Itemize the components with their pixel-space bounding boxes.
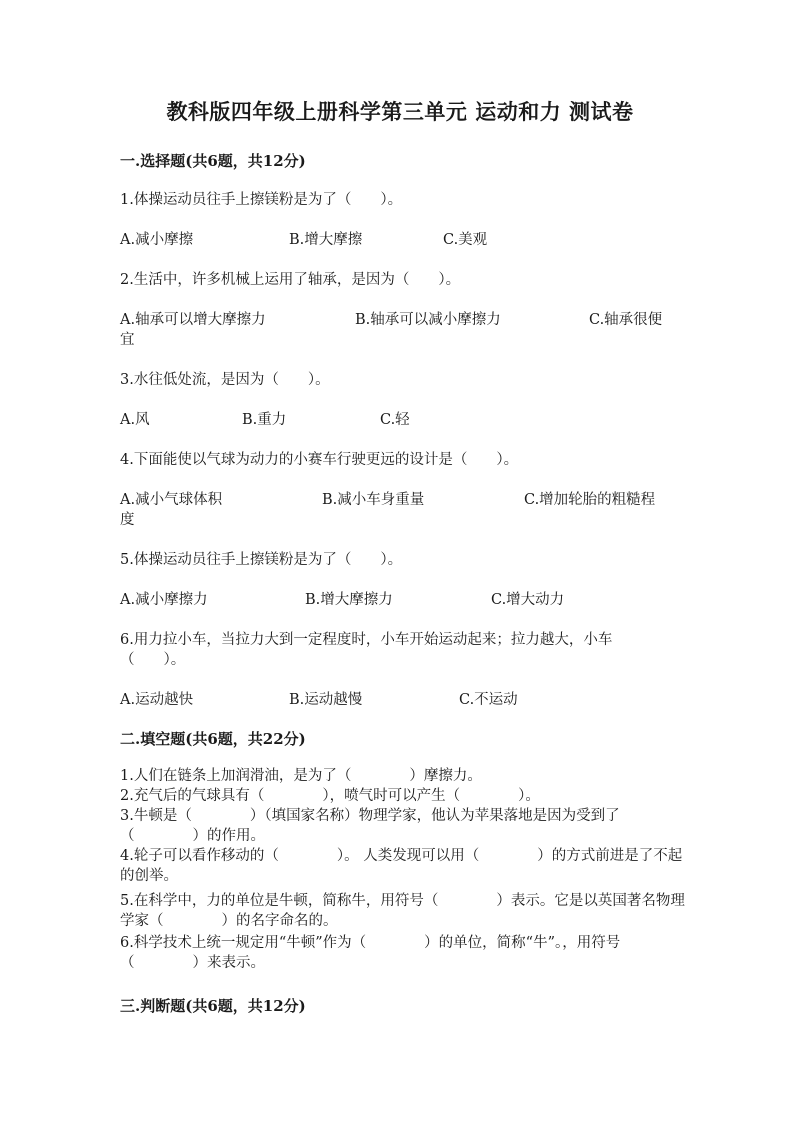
q2-option-a: A.轴承可以增大摩擦力: [120, 312, 266, 328]
q6-option-a: A.运动越快: [120, 692, 194, 708]
q2-option-c-wrap: 宜: [120, 332, 135, 348]
question-2: 2.生活中，许多机械上运用了轴承，是因为（ ）。: [120, 272, 461, 288]
page-title: 教科版四年级上册科学第三单元 运动和力 测试卷: [166, 99, 634, 124]
q2-option-c: C.轴承很便: [589, 312, 663, 328]
fill-question-3: 3.牛顿是（ ）（填国家名称）物理学家，他认为苹果落地是因为受到了（ ）的作用。: [120, 808, 620, 844]
fill-question-2: 2.充气后的气球具有（ ），喷气时可以产生（ ）。: [120, 788, 540, 804]
q6-option-b: B.运动越慢: [289, 692, 363, 708]
question-5: 5.体操运动员往手上擦镁粉是为了（ ）。: [120, 552, 403, 568]
q3-option-b: B.重力: [242, 412, 287, 428]
q5-option-c: C.增大动力: [491, 592, 565, 608]
fill-question-4: 4.轮子可以看作移动的（ ）。 人类发现可以用（ ）的方式前进是了不起的创举。: [120, 848, 683, 884]
q4-option-c-wrap: 度: [120, 512, 135, 528]
q3-option-a: A.风: [120, 412, 150, 428]
q4-option-b: B.减小车身重量: [322, 492, 425, 508]
section-heading-choice: 一.选择题(共6题，共12分): [120, 152, 306, 170]
question-6: 6.用力拉小车，当拉力大到一定程度时，小车开始运动起来；拉力越大，小车: [120, 632, 613, 648]
question-4: 4.下面能使以气球为动力的小赛车行驶更远的设计是（ ）。: [120, 452, 519, 468]
q1-option-a: A.减小摩擦: [120, 232, 194, 248]
question-1: 1.体操运动员往手上擦镁粉是为了（ ）。: [120, 192, 403, 208]
section-heading-judge: 三.判断题(共6题，共12分): [120, 997, 306, 1015]
fill-question-5: 5.在科学中，力的单位是牛顿，简称牛，用符号（ ）表示。它是以英国著名物理学家（ ）的名字命名的。: [120, 893, 685, 929]
q5-option-b: B.增大摩擦力: [305, 592, 393, 608]
q2-option-b: B.轴承可以减小摩擦力: [355, 312, 501, 328]
question-3: 3.水往低处流，是因为（ ）。: [120, 372, 330, 388]
q5-option-a: A.减小摩擦力: [120, 592, 208, 608]
question-6-wrap: （ ）。: [120, 652, 186, 668]
q1-option-b: B.增大摩擦: [289, 232, 363, 248]
fill-question-1: 1.人们在链条上加润滑油，是为了（ ）摩擦力。: [120, 768, 482, 784]
q4-option-c: C.增加轮胎的粗糙程: [524, 492, 656, 508]
q4-option-a: A.减小气球体积: [120, 492, 223, 508]
q3-option-c: C.轻: [380, 412, 410, 428]
q6-option-c: C.不运动: [459, 692, 518, 708]
q1-option-c: C.美观: [443, 232, 488, 248]
section-heading-fill: 二.填空题(共6题，共22分): [120, 730, 306, 748]
fill-question-6: 6.科学技术上统一规定用“牛顿”作为（ ）的单位，简称“牛”。，用符号（ ）来表示。: [120, 935, 621, 971]
